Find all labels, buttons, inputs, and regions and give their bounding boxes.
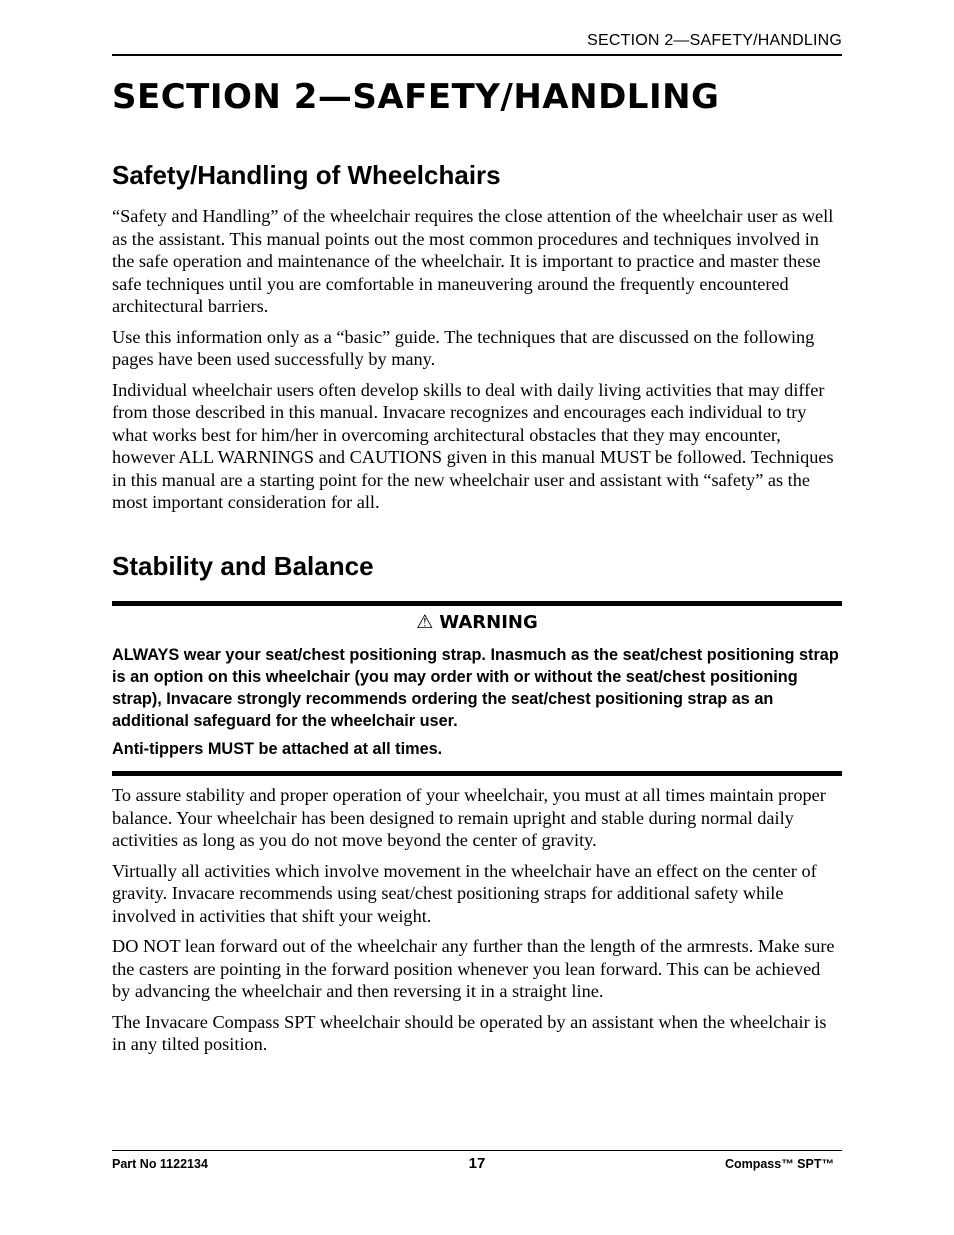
section-title: SECTION 2—SAFETY/HANDLING xyxy=(112,77,720,117)
stability-heading: Stability and Balance xyxy=(112,551,374,581)
warning-triangle-icon: ⚠ xyxy=(416,611,434,633)
warning-heading xyxy=(112,609,842,636)
product-name: Compass™ SPT™ xyxy=(724,1157,834,1171)
safety-handling-heading: Safety/Handling of Wheelchairs xyxy=(112,160,501,190)
warning-top-rule xyxy=(112,601,842,606)
footer-rule xyxy=(112,1150,842,1151)
warning-body xyxy=(112,644,842,766)
stability-body xyxy=(112,784,842,1064)
running-header: SECTION 2—SAFETY/HANDLING xyxy=(587,32,842,49)
header-rule xyxy=(112,54,842,56)
paragraph: Individual wheelchair users often develop skills to deal with daily living activities that may differ from those described in this manual. Invacare recognizes and encourages each individual to try what works best for him/her in overcoming architectural obstacles that they may encounter, however ALL WARNINGS and CAUTIONS given in this manual MUST be followed. Techniques in this manual are a starting point for the new wheelchair user and assistant with “safety” as the most important consideration for all. xyxy=(112,379,834,512)
safety-handling-body xyxy=(112,205,842,522)
paragraph: DO NOT lean forward out of the wheelchair any further than the length of the armrests. Make sure the casters are pointing in the forward position whenever you lean forward. This can be achieved by advancing the wheelchair and then reversing it in a straight line. xyxy=(112,936,835,1001)
warning-paragraph: ALWAYS wear your seat/chest positioning strap. Inasmuch as the seat/chest positioning strap is an option on this wheelchair (you may order with or without the seat/chest positioning strap), Invacare strongly recommends ordering the seat/chest positioning strap as an additional safeguard for the wheelchair user. xyxy=(112,646,839,730)
warning-label: WARNING xyxy=(439,612,538,633)
paragraph: The Invacare Compass SPT wheelchair should be operated by an assistant when the wheelchair is in any tilted position. xyxy=(112,1011,827,1054)
paragraph: Use this information only as a “basic” guide. The techniques that are discussed on the following pages have been used successfully by many. xyxy=(112,326,815,369)
page-number: 17 xyxy=(468,1155,486,1172)
paragraph: Virtually all activities which involve movement in the wheelchair have an effect on the center of gravity. Invacare recommends using seat/chest positioning straps for additional safety while involved in activities that shift your weight. xyxy=(112,860,817,926)
paragraph: “Safety and Handling” of the wheelchair requires the close attention of the wheelchair user as well as the assistant. This manual points out the most common procedures and techniques involved in the safe operation and maintenance of the wheelchair. It is important to practice and master these safe techniques until you are comfortable in maneuvering around the frequently encountered architectural barriers. xyxy=(112,206,834,316)
warning-bottom-rule xyxy=(112,771,842,776)
paragraph: To assure stability and proper operation of your wheelchair, you must at all times maintain proper balance. Your wheelchair has been designed to remain upright and stable during normal daily activities as long as you do not move beyond the center of gravity. xyxy=(112,785,826,850)
warning-paragraph: Anti-tippers MUST be attached at all times. xyxy=(112,740,443,758)
part-number: Part No 1122134 xyxy=(112,1157,208,1171)
